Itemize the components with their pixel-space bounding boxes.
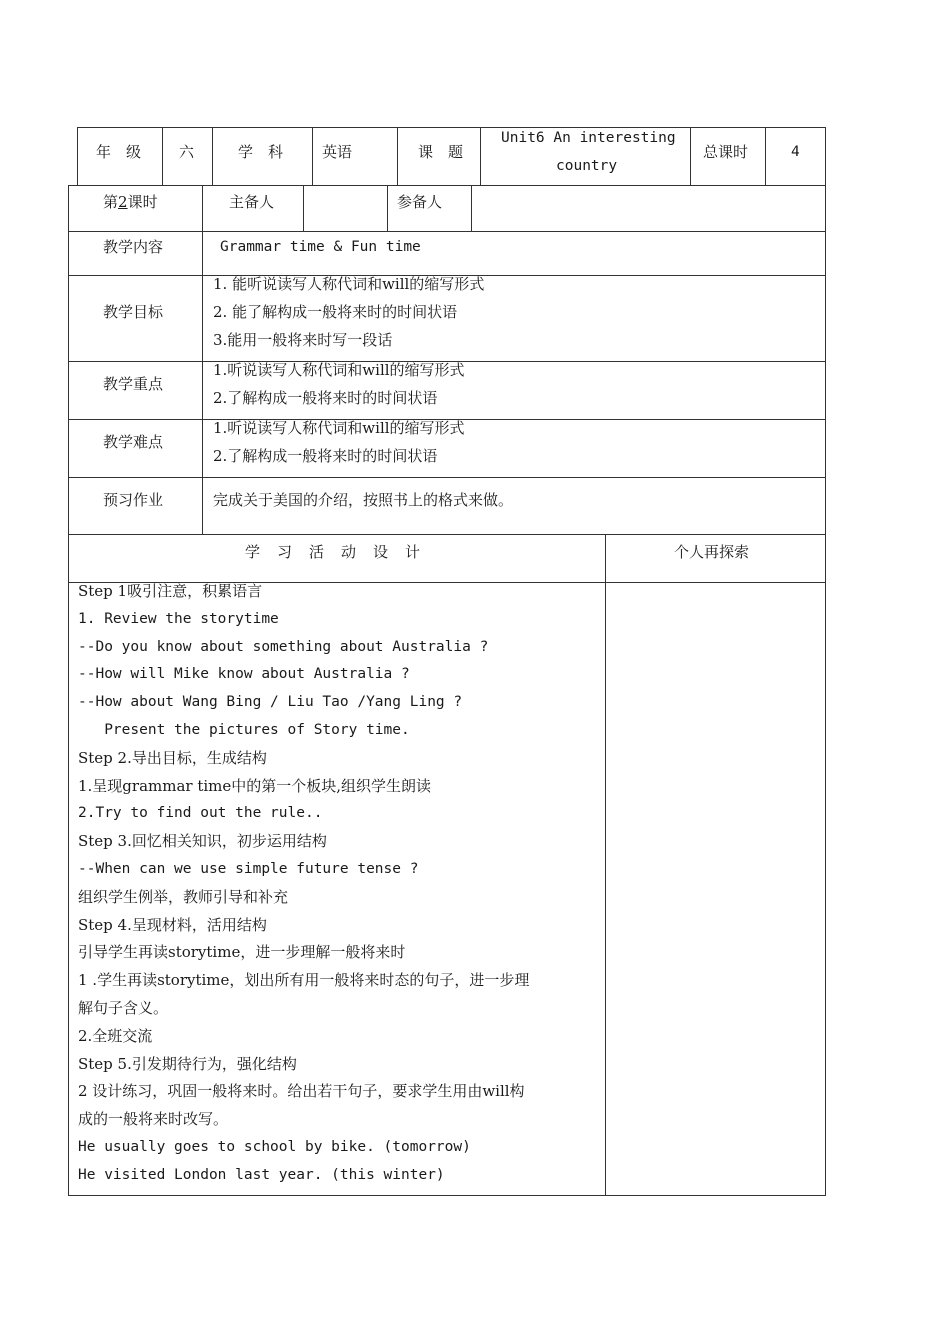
total-value: 4	[791, 144, 800, 160]
activity-line: 2 设计练习，巩固一般将来时。给出若干句子，要求学生用由will构	[78, 1082, 525, 1101]
goals-label: 教学目标	[103, 303, 164, 321]
activity-line: Step 5.引发期待行为，强化结构	[78, 1054, 297, 1073]
grade-value: 六	[179, 143, 195, 161]
key-point-item: 2.了解构成一般将来时的时间状语	[213, 389, 438, 407]
content-label: 教学内容	[103, 238, 164, 256]
row2-co-prep-value-cell	[471, 185, 826, 232]
preview-value: 完成关于美国的介绍，按照书上的格式来做。	[213, 491, 514, 509]
lesson-prefix: 第	[103, 193, 119, 211]
key-point-item: 1.听说读写人称代词和will的缩写形式	[213, 361, 465, 379]
activity-line: He usually goes to school by bike. (tomorrow)	[78, 1139, 471, 1155]
activity-line: 1.呈现grammar time中的第一个板块,组织学生朗读	[78, 776, 432, 795]
main-prep-label: 主备人	[229, 193, 275, 211]
activity-line: --How will Mike know about Australia ?	[78, 666, 410, 683]
lesson-number: 2	[118, 193, 128, 211]
goal-item: 3.能用一般将来时写一段话	[213, 331, 393, 349]
subject-value: 英语	[322, 143, 353, 161]
activity-body-right-cell	[605, 582, 826, 1196]
difficulty-item: 2.了解构成一般将来时的时间状语	[213, 447, 438, 465]
activity-line: 1. Review the storytime	[78, 610, 279, 627]
content-value: Grammar time & Fun time	[220, 239, 421, 255]
activity-line: 组织学生例举，教师引导和补充	[78, 887, 289, 906]
activity-line: 2.Try to find out the rule..	[78, 805, 323, 822]
lesson-number-label	[103, 192, 158, 212]
activity-line: --Do you know about something about Australia ?	[78, 638, 489, 655]
activity-header-right: 个人再探索	[674, 543, 750, 561]
difficulty-item: 1.听说读写人称代词和will的缩写形式	[213, 419, 465, 437]
activity-line: --How about Wang Bing / Liu Tao /Yang Ling ?	[78, 694, 463, 711]
activity-line: 引导学生再读storytime，进一步理解一般将来时	[78, 943, 406, 962]
topic-value-line2: country	[556, 158, 618, 174]
activity-line: 1 .学生再读storytime，划出所有用一般将来时态的句子，进一步理	[78, 971, 530, 990]
topic-value-line1: Unit6 An interesting	[501, 130, 676, 146]
row2-main-prep-value-cell	[303, 185, 388, 232]
topic-label: 课 题	[418, 143, 464, 161]
activity-line: 2.全班交流	[78, 1026, 153, 1045]
activity-header-left: 学 习 活 动 设 计	[245, 543, 422, 561]
lesson-suffix: 课时	[127, 193, 158, 211]
subject-label: 学 科	[238, 143, 284, 161]
activity-line: He visited London last year. (this winter)	[78, 1166, 445, 1183]
total-label: 总课时	[703, 143, 749, 161]
activity-line: Step 3.回忆相关知识，初步运用结构	[78, 832, 327, 851]
difficulties-label: 教学难点	[103, 433, 164, 451]
co-prep-label: 参备人	[397, 193, 443, 211]
goal-item: 2. 能了解构成一般将来时的时间状语	[213, 303, 458, 321]
activity-line: 解句子含义。	[78, 999, 169, 1017]
activity-line: Step 2.导出目标，生成结构	[78, 748, 267, 767]
preview-label: 预习作业	[103, 491, 164, 509]
key-points-label: 教学重点	[103, 375, 164, 393]
activity-line: --When can we use simple future tense ?	[78, 861, 419, 877]
activity-line: Step 4.呈现材料，活用结构	[78, 915, 267, 934]
activity-line: 成的一般将来时改写。	[78, 1110, 229, 1129]
goal-item: 1. 能听说读写人称代词和will的缩写形式	[213, 275, 485, 293]
activity-line: Step 1吸引注意，积累语言	[78, 582, 263, 600]
grade-label: 年 级	[96, 143, 142, 161]
activity-line: Present the pictures of Story time.	[78, 722, 410, 738]
